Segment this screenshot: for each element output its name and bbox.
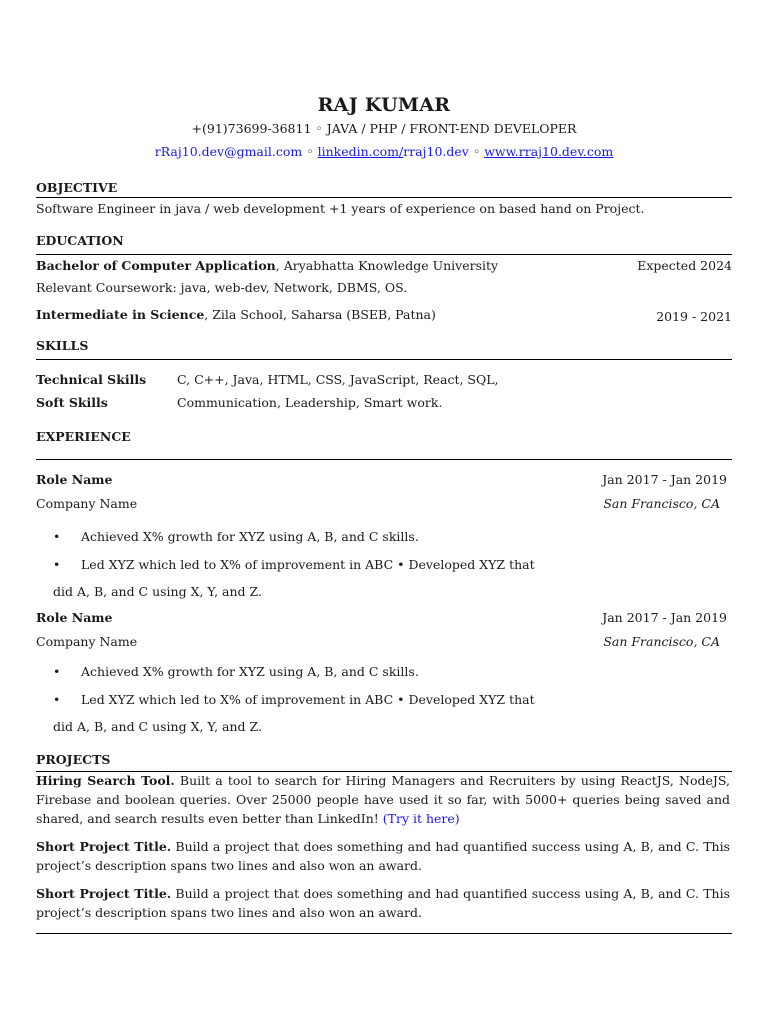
bullet-marker: • <box>53 557 61 572</box>
role-dates: Jan 2017 - Jan 2019 <box>602 610 727 625</box>
degree-name: Bachelor of Computer Application <box>36 258 276 273</box>
bullet-text: Achieved X% growth for XYZ using A, B, and C skills. <box>81 664 419 679</box>
project-description: Build a project that does something and had quantified success using A, B, and C. This project’s description spans two lines and also won an award. <box>36 839 730 873</box>
bullet-text: Led XYZ which led to X% of improvement in ABC • Developed XYZ that <box>81 692 535 707</box>
bullet-marker: • <box>53 664 61 679</box>
section-heading-education: EDUCATION <box>36 233 124 248</box>
company-name: Company Name <box>36 634 138 649</box>
resume-name: RAJ KUMAR <box>317 94 451 116</box>
try-it-link[interactable]: (Try it here) <box>382 811 460 826</box>
email-link[interactable]: rRaj10.dev@gmail.com <box>154 144 303 159</box>
skill-label: Technical Skills <box>36 372 147 387</box>
website-link[interactable]: www.rraj10.dev.com <box>484 144 614 159</box>
role-location: San Francisco, CA <box>603 496 720 511</box>
bullet-marker: • <box>53 692 61 707</box>
education-entry <box>36 307 436 322</box>
bottom-divider <box>36 933 732 934</box>
section-divider <box>36 359 732 360</box>
section-divider <box>36 254 732 255</box>
separator: ◦ <box>472 144 481 159</box>
company-name: Company Name <box>36 496 138 511</box>
degree-name: Intermediate in Science <box>36 307 205 322</box>
bullet-text: Led XYZ which led to X% of improvement in ABC • Developed XYZ that <box>81 557 535 572</box>
project-description: Built a tool to search for Hiring Managers and Recruiters by using ReactJS, NodeJS, Firebase and boolean queries. Over 25000 people have used it so far, with 5000+ queries being saved and shared, and search results even better than LinkedIn! <box>36 773 730 826</box>
section-heading-skills: SKILLS <box>36 338 89 353</box>
separator: ◦ <box>306 144 314 159</box>
project-title: Short Project Title. <box>36 839 172 854</box>
contact-line: +(91)73699-36811 ◦ JAVA / PHP / FRONT-END DEVELOPER <box>191 121 577 136</box>
skill-value: Communication, Leadership, Smart work. <box>177 395 443 410</box>
institution-name: , Zila School, Saharsa (BSEB, Patna) <box>204 307 436 322</box>
role-name: Role Name <box>36 472 113 487</box>
role-dates: Jan 2017 - Jan 2019 <box>602 472 727 487</box>
bullet-marker: • <box>53 529 61 544</box>
linkedin-handle[interactable]: rraj10.dev <box>403 144 469 159</box>
skill-label: Soft Skills <box>36 395 108 410</box>
section-heading-projects: PROJECTS <box>36 752 111 767</box>
project-entry <box>36 884 730 922</box>
coursework: Relevant Coursework: java, web-dev, Network, DBMS, OS. <box>36 280 408 295</box>
bullet-text: Achieved X% growth for XYZ using A, B, and C skills. <box>81 529 419 544</box>
project-description: Build a project that does something and had quantified success using A, B, and C. This project’s description spans two lines and also won an award. <box>36 886 730 920</box>
skill-value: C, C++, Java, HTML, CSS, JavaScript, React, SQL, <box>177 372 499 387</box>
bullet-continuation: did A, B, and C using X, Y, and Z. <box>53 719 262 734</box>
project-title: Short Project Title. <box>36 886 172 901</box>
education-date: 2019 - 2021 <box>656 309 732 324</box>
links-line <box>0 144 768 159</box>
section-heading-objective: OBJECTIVE <box>36 180 118 195</box>
objective-text: Software Engineer in java / web development +1 years of experience on based hand on Project. <box>36 201 645 216</box>
role-location: San Francisco, CA <box>603 634 720 649</box>
institution-name: , Aryabhatta Knowledge University <box>275 258 499 273</box>
section-heading-experience: EXPERIENCE <box>36 429 131 444</box>
project-title: Hiring Search Tool. <box>36 773 175 788</box>
education-entry <box>36 258 498 273</box>
section-divider <box>36 459 732 460</box>
project-entry <box>36 771 730 828</box>
linkedin-link[interactable]: linkedin.com/ <box>317 144 404 159</box>
section-divider <box>36 197 732 198</box>
project-entry <box>36 837 730 875</box>
bullet-continuation: did A, B, and C using X, Y, and Z. <box>53 584 262 599</box>
role-name: Role Name <box>36 610 113 625</box>
education-date: Expected 2024 <box>637 258 732 273</box>
